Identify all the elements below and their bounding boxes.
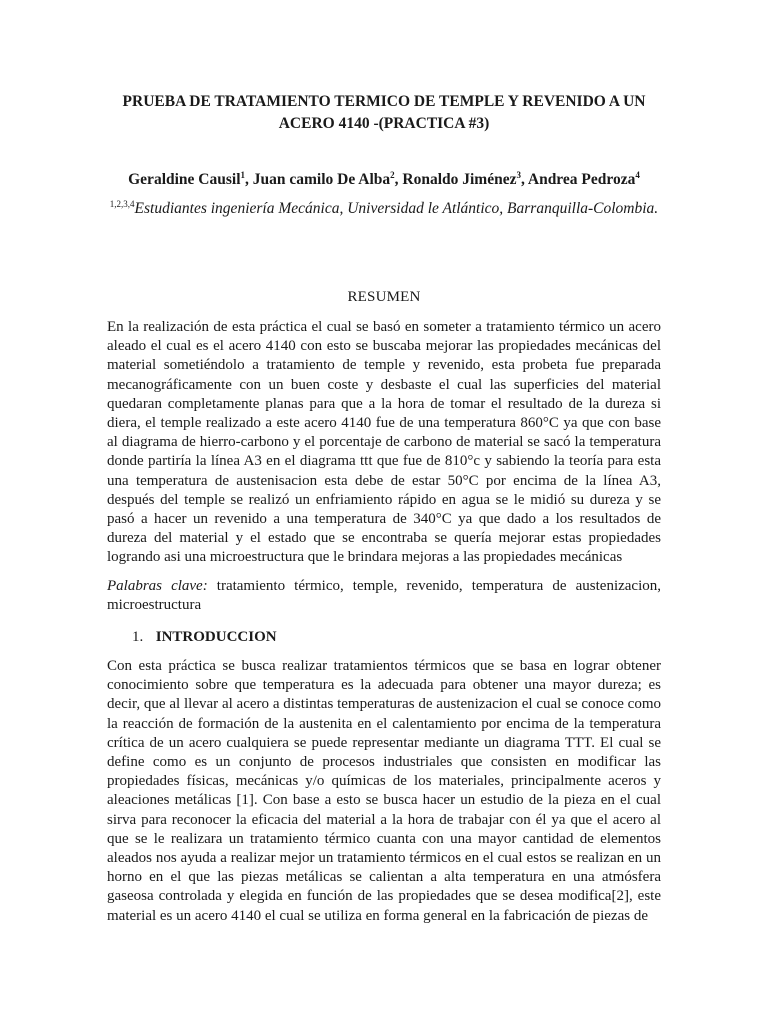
- keywords-paragraph: [107, 577, 661, 615]
- author-separator: ,: [245, 171, 253, 188]
- abstract-heading: RESUMEN: [347, 289, 421, 305]
- author-name: Geraldine Causil: [128, 171, 241, 188]
- author-superscript: 1: [240, 169, 246, 180]
- author-list: [60, 170, 708, 190]
- author-separator: ,: [394, 171, 403, 188]
- section-heading-introduccion: [132, 627, 277, 647]
- author-name: Juan camilo De Alba: [252, 171, 391, 188]
- author-superscript: 2: [390, 169, 395, 180]
- keywords-label: Palabras clave:: [107, 578, 208, 594]
- abstract-body: En la realización de esta práctica el cual se basó en someter a tratamiento térmico un acero aleado el cual es el acero 4140 con esto se buscaba mejorar las propiedades mecánicas del material sometiéndolo a tratamiento de temple y revenido, esta probeta fue preparada mecanográficamente con un buen coste y desbaste el cual las superficies del material quedaran completamente planas para que a la hora de tomar el resultado de la dureza si diera, el temple realizado a este acero 4140 fue de una temperatura 860°C ya que con base al diagrama de hierro-carbono y el porcentaje de carbono de material se sacó la temperatura donde partiría la línea A3 en el diagrama ttt que fue de 810°c y sabiendo la teoría para esta una temperatura de austenisacion esta debe de estar 50°C por encima de la línea A3, después del temple se realizó un enfriamiento rápido en agua se le midió su dureza y se pasó a hacer un revenido a una temperatura de 340°C ya que dado a los resultados de dureza del material y el estado que se encontraba se quería mejorar estas propiedades logrando asi una microestructura que le brindara mejoras a las propiedades mecánicas: [107, 319, 661, 566]
- author-name: Andrea Pedroza: [527, 171, 636, 188]
- author-separator: ,: [520, 171, 528, 188]
- paper-title: PRUEBA DE TRATAMIENTO TERMICO DE TEMPLE Y REVENIDO A UN ACERO 4140 -(PRACTICA #3): [122, 93, 646, 132]
- author-superscript: 4: [635, 169, 640, 180]
- affiliation-text: Estudiantes ingeniería Mecánica, Universidad le Atlántico, Barranquilla-Colombia.: [134, 200, 659, 217]
- section-title: INTRODUCCION: [155, 629, 277, 645]
- introduction-body: Con esta práctica se busca realizar tratamientos térmicos que se basa en lograr obtener conocimiento sobre que temperatura es la adecuada para obtener una mayor dureza; es decir, que al llevar al acero a distintas temperaturas de austenizacion el cual se conoce como la reacción de formación de la austenita en el calentamiento por encima de la temperatura crítica de un acero cualquiera se puede representar mediante un diagrama TTT. El cual se define como es un conjunto de procesos industriales que consisten en modificar las propiedades físicas, mecánicas y/o químicas de los materiales, principalmente aceros y aleaciones metálicas [1]. Con base a esto se busca hacer un estudio de la pieza en el cual sirva para reconocer la eficacia del material a la hora de trabajar con él ya que el acero al que se le realizara un tratamiento térmico cuanta con una mayor cantidad de elementos aleados nos ayuda a realizar mejor un tratamiento térmicos en el cual estos se realizan en un horno en el que las piezas metálicas se calientan a alta temperatura en una atmósfera gaseosa controlada y elegida en función de las propiedades que se desea modifica[2], este material es un acero 4140 el cual se utiliza en forma general en la fabricación de piezas de: [107, 658, 661, 924]
- affiliation-superscript: 1,2,3,4: [109, 198, 135, 209]
- section-number: 1.: [132, 629, 144, 645]
- author-name: Ronaldo Jiménez: [402, 171, 517, 188]
- author-superscript: 3: [516, 169, 521, 180]
- keywords-text: tratamiento térmico, temple, revenido, temperatura de austenizacion, microestructura: [107, 578, 662, 614]
- affiliation: [60, 199, 708, 219]
